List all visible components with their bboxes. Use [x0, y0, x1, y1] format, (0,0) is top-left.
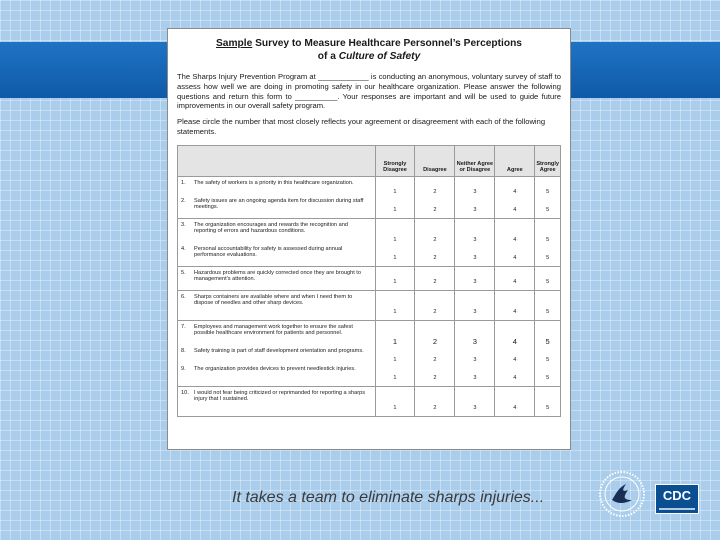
title-line2-italic: Culture of Safety: [338, 51, 421, 62]
statement-text: The organization encourages and rewards the recognition and reporting of errors and hazardous conditions.: [194, 221, 348, 235]
header-strongly-agree: Strongly Agree: [535, 145, 561, 176]
scale-option[interactable]: 4: [513, 255, 517, 262]
statement-item: [181, 324, 372, 348]
scale-option[interactable]: 1: [393, 309, 397, 316]
scale-option[interactable]: 1: [393, 405, 397, 412]
title-underlined-word: Sample: [216, 38, 253, 49]
scale-option[interactable]: 1: [393, 357, 397, 364]
scale-option[interactable]: 5: [546, 405, 550, 412]
title-line1: Survey to Measure Healthcare Personnel’s Perceptions: [252, 38, 522, 49]
statement-number: 10.: [181, 389, 189, 396]
statement-cell: [178, 266, 376, 290]
scale-option[interactable]: 2: [433, 255, 437, 262]
scale-cell: [375, 290, 415, 320]
scale-option[interactable]: 4: [513, 309, 517, 316]
scale-option[interactable]: 3: [473, 189, 477, 196]
scale-option[interactable]: 3: [473, 207, 477, 214]
scale-option[interactable]: 5: [546, 357, 550, 364]
header-neutral: Neither Agree or Disagree: [455, 145, 495, 176]
scale-cell: [375, 320, 415, 386]
scale-option[interactable]: 5: [545, 337, 550, 347]
cdc-logo: [655, 484, 699, 514]
scale-option[interactable]: 2: [433, 375, 437, 382]
scale-option[interactable]: 1: [392, 337, 398, 347]
scale-cell: [415, 290, 455, 320]
scale-option[interactable]: 1: [393, 375, 397, 382]
statement-text: Personal accountability for safety is assessed during annual performance evaluations.: [194, 245, 343, 259]
scale-cell: [535, 290, 561, 320]
table-row: [178, 266, 561, 290]
scale-option[interactable]: 4: [512, 337, 517, 347]
scale-option[interactable]: 4: [513, 279, 517, 286]
header-disagree: Disagree: [415, 145, 455, 176]
statement-cell: [178, 290, 376, 320]
statement-cell: [178, 176, 376, 218]
scale-cell: [455, 266, 495, 290]
scale-cell: [535, 218, 561, 266]
statement-text: Sharps containers are available where and when I need them to dispose of needles and other sharp devices.: [194, 293, 353, 307]
scale-option[interactable]: 3: [473, 279, 477, 286]
statement-item: [181, 348, 372, 366]
scale-cell: [375, 266, 415, 290]
scale-option[interactable]: 3: [473, 357, 477, 364]
scale-cell: [535, 320, 561, 386]
scale-option[interactable]: 5: [546, 237, 550, 244]
scale-cell: [495, 266, 535, 290]
statement-number: 4.: [181, 245, 186, 252]
cdc-logo-text: CDC: [662, 488, 692, 503]
scale-option[interactable]: 4: [513, 237, 517, 244]
table-row: [178, 218, 561, 266]
scale-cell: [495, 290, 535, 320]
statement-number: 2.: [181, 197, 186, 204]
scale-option[interactable]: 3: [472, 337, 478, 347]
statement-text: The organization provides devices to prevent needlestick injuries.: [194, 365, 356, 372]
scale-option[interactable]: 4: [513, 375, 517, 382]
statement-item: [181, 246, 372, 264]
header-strongly-disagree: Strongly Disagree: [375, 145, 415, 176]
scale-cell: [495, 386, 535, 416]
scale-option[interactable]: 2: [433, 207, 437, 214]
scale-cell: [455, 290, 495, 320]
scale-cell: [375, 386, 415, 416]
slogan: It takes a team to eliminate sharps injuries...: [232, 489, 545, 506]
scale-cell: [455, 320, 495, 386]
scale-cell: [415, 320, 455, 386]
scale-option[interactable]: 1: [393, 189, 397, 196]
scale-option[interactable]: 5: [546, 309, 550, 316]
title-line2-prefix: of a: [317, 51, 339, 62]
scale-option[interactable]: 5: [546, 207, 550, 214]
statement-text: Employees and management work together to ensure the safest possible healthcare environment for patients and personnel.: [194, 323, 353, 337]
header-statement: [178, 145, 376, 176]
statement-text: I would not fear being criticized or reprimanded for reporting a sharps injury that I sustained.: [194, 389, 366, 403]
statement-cell: [178, 320, 376, 386]
scale-cell: [495, 176, 535, 218]
scale-option[interactable]: 2: [433, 237, 437, 244]
table-row: [178, 290, 561, 320]
statement-number: 8.: [181, 347, 186, 354]
scale-option[interactable]: 4: [513, 189, 517, 196]
scale-cell: [455, 386, 495, 416]
scale-option[interactable]: 5: [546, 375, 550, 382]
scale-option[interactable]: 5: [546, 255, 550, 262]
scale-option[interactable]: 3: [473, 375, 477, 382]
scale-option[interactable]: 2: [433, 189, 437, 196]
statement-number: 7.: [181, 323, 186, 330]
intro-paragraph: The Sharps Injury Prevention Program at ____________ is conducting an anonymous, voluntary survey of staff to assess how well we are doing in promoting safety in our healthcare organization. Please answer the following questions and return this form to __________. Your responses are important and will be used to guide future improvements in our overall safety program.: [177, 72, 561, 111]
statement-cell: [178, 218, 376, 266]
scale-cell: [495, 218, 535, 266]
scale-option[interactable]: 1: [393, 255, 397, 262]
statement-number: 6.: [181, 293, 186, 300]
table-header-row: [178, 145, 561, 176]
table-row: [178, 386, 561, 416]
scale-option[interactable]: 5: [546, 279, 550, 286]
hhs-eagle-seal-icon: [598, 470, 646, 518]
statement-item: [181, 270, 372, 288]
scale-cell: [375, 176, 415, 218]
scale-cell: [455, 176, 495, 218]
statement-text: Safety training is part of staff development orientation and programs.: [194, 347, 364, 354]
table-row: [178, 320, 561, 386]
scale-option[interactable]: 4: [513, 207, 517, 214]
statement-item: [181, 390, 372, 414]
statement-number: 1.: [181, 179, 186, 186]
scale-option[interactable]: 1: [393, 237, 397, 244]
cdc-logo-underline: [659, 508, 695, 510]
document-title: [177, 37, 561, 63]
scale-cell: [415, 386, 455, 416]
scale-option[interactable]: 1: [393, 207, 397, 214]
survey-table: [177, 145, 561, 417]
scale-option[interactable]: 2: [433, 309, 437, 316]
statement-cell: [178, 386, 376, 416]
scale-cell: [375, 218, 415, 266]
scale-option[interactable]: 3: [473, 405, 477, 412]
scale-option[interactable]: 2: [433, 405, 437, 412]
scale-option[interactable]: 1: [393, 279, 397, 286]
scale-cell: [415, 176, 455, 218]
scale-cell: [535, 266, 561, 290]
statement-item: [181, 180, 372, 198]
scale-option[interactable]: 2: [433, 357, 437, 364]
table-row: [178, 176, 561, 218]
instructions-paragraph: Please circle the number that most closely reflects your agreement or disagreement with each of the following statements.: [177, 117, 546, 136]
scale-option[interactable]: 2: [432, 337, 438, 347]
scale-option[interactable]: 4: [513, 357, 517, 364]
statement-item: [181, 294, 372, 318]
statement-number: 9.: [181, 365, 186, 372]
scale-option[interactable]: 3: [473, 237, 477, 244]
scale-option[interactable]: 2: [433, 279, 437, 286]
survey-document: [167, 28, 571, 450]
scale-cell: [495, 320, 535, 386]
statement-number: 5.: [181, 269, 186, 276]
scale-option[interactable]: 4: [513, 405, 517, 412]
scale-option[interactable]: 3: [473, 255, 477, 262]
header-agree: Agree: [495, 145, 535, 176]
statement-item: [181, 198, 372, 216]
scale-option[interactable]: 3: [473, 309, 477, 316]
statement-text: Safety issues are an ongoing agenda item for discussion during staff meetings.: [194, 197, 364, 211]
scale-cell: [455, 218, 495, 266]
statement-text: The safety of workers is a priority in this healthcare organization.: [194, 179, 354, 186]
statement-text: Hazardous problems are quickly corrected once they are brought to management’s attention.: [194, 269, 361, 283]
statement-item: [181, 222, 372, 246]
scale-option[interactable]: 5: [546, 189, 550, 196]
scale-cell: [535, 386, 561, 416]
statement-number: 3.: [181, 221, 186, 228]
scale-cell: [535, 176, 561, 218]
statement-item: [181, 366, 372, 384]
scale-cell: [415, 266, 455, 290]
scale-cell: [415, 218, 455, 266]
